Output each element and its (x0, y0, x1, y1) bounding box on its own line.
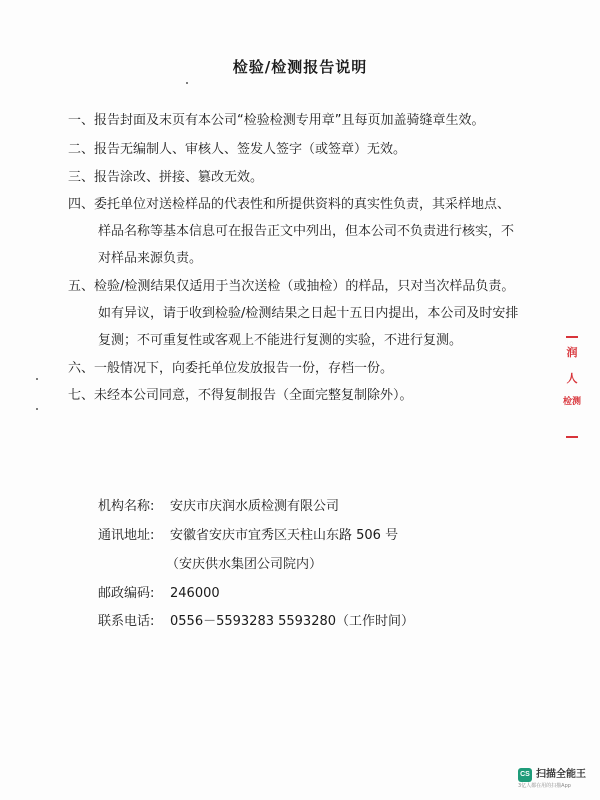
item-number: 四、 (68, 197, 95, 212)
item-number: 三、 (68, 170, 95, 185)
org-name-value: 安庆市庆润水质检测有限公司 (170, 499, 340, 514)
item-text: 未经本公司同意，不得复制报告（全面完整复制除外）。 (94, 388, 413, 403)
item-number: 五、 (68, 279, 95, 294)
seal-bar-top (566, 336, 578, 338)
scan-speck (186, 82, 188, 84)
list-item-1 (68, 113, 485, 128)
scanner-app-badge (518, 766, 590, 792)
app-name: 扫描全能王 (536, 769, 586, 780)
item-text: 一般情况下，向委托单位发放报告一份，存档一份。 (94, 361, 394, 376)
postcode-label: 邮政编码: (98, 586, 155, 601)
scan-speck (36, 378, 38, 380)
seal-text-mid: 人 (566, 372, 578, 385)
item-number: 二、 (68, 142, 95, 157)
item-text: 检验/检测结果仅适用于当次送检（或抽检）的样品，只对当次样品负责。 (94, 279, 515, 294)
scan-speck (36, 408, 38, 410)
postcode-value: 246000 (170, 586, 220, 601)
item-number: 七、 (68, 388, 95, 403)
address-label: 通讯地址: (98, 528, 155, 543)
item-text: 委托单位对送检样品的代表性和所提供资料的真实性负责，其采样地点、 (94, 197, 511, 212)
org-name-label: 机构名称: (98, 499, 155, 514)
list-item-3 (68, 170, 263, 185)
seal-stamp-edge (562, 336, 582, 446)
app-subtitle: 3亿人都在用的扫描App (518, 783, 571, 789)
list-item-5 (68, 279, 514, 294)
camscanner-logo-icon: CS (518, 768, 532, 782)
seal-text-bottom: 检测 (562, 397, 581, 407)
item-4-line-3: 对样品来源负责。 (98, 251, 203, 266)
item-text: 报告无编制人、审核人、签发人签字（或签章）无效。 (94, 142, 407, 157)
item-5-line-2: 如有异议，请于收到检验/检测结果之日起十五日内提出，本公司及时安排 (98, 306, 519, 321)
item-number: 六、 (68, 361, 95, 376)
item-5-line-3: 复测；不可重复性或客观上不能进行复测的实验，不进行复测。 (98, 333, 463, 348)
address-value: 安徽省安庆市宜秀区天柱山东路 506 号 (170, 528, 399, 543)
item-text: 报告涂改、拼接、篡改无效。 (94, 170, 264, 185)
item-4-line-2: 样品名称等基本信息可在报告正文中列出，但本公司不负责进行核实，不 (98, 224, 515, 239)
list-item-2 (68, 142, 406, 157)
seal-text-top: 润 (566, 346, 578, 359)
item-text: 报告封面及末页有本公司“检验检测专用章”且每页加盖骑缝章生效。 (94, 113, 485, 128)
phone-value: 0556－5593283 5593280（工作时间） (170, 614, 415, 629)
list-item-7 (68, 388, 413, 403)
item-number: 一、 (68, 113, 95, 128)
address-sub: （安庆供水集团公司院内） (166, 557, 323, 572)
list-item-6 (68, 361, 393, 376)
phone-label: 联系电话: (98, 614, 155, 629)
seal-bar-bottom (566, 436, 578, 438)
document-title: 检验/检测报告说明 (232, 58, 368, 76)
list-item-4 (68, 197, 510, 212)
